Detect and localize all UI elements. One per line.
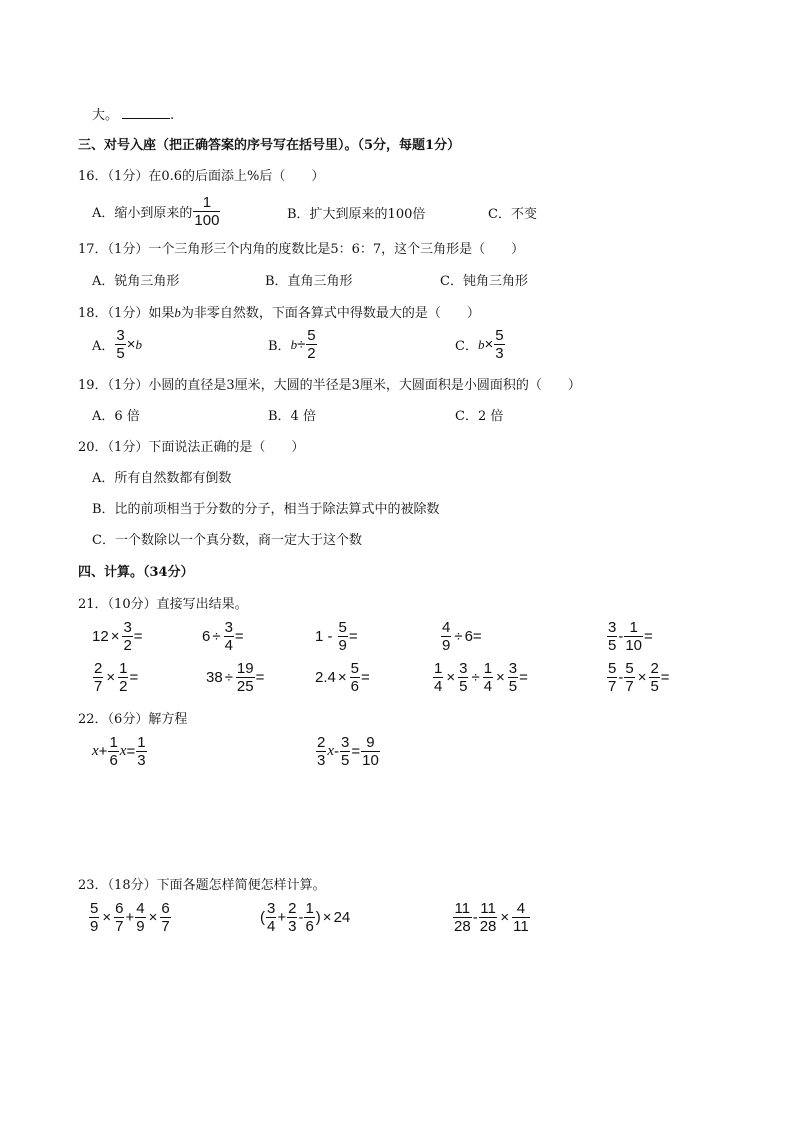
fraction: $\frac{1}{100}$	[194, 194, 220, 229]
fraction: $\frac{5}{9}$	[90, 900, 99, 935]
q16-option-b[interactable]: B．扩大到原来的100倍	[287, 207, 426, 222]
fraction: $\frac{5}{7}$	[608, 660, 617, 695]
fraction: $\frac{9}{10}$	[362, 734, 379, 769]
q21-expr-6: $\frac{2}{7}$ × $\frac{1}{2}$ =	[94, 660, 139, 695]
answer-blank[interactable]	[122, 107, 170, 119]
fraction: $\frac{1}{4}$	[483, 660, 493, 695]
section-4-title: 四、计算。（34分）	[78, 565, 194, 580]
q21-expr-4: $\frac{4}{9}$ ÷ 6 =	[442, 619, 482, 654]
fraction: $\frac{5}{6}$	[350, 660, 359, 695]
fraction: $\frac{5}{2}$	[307, 327, 316, 362]
fraction: $\frac{3}{5}$	[116, 327, 125, 362]
q21-expr-7: 38 ÷ $\frac{19}{25}$ =	[206, 660, 265, 695]
q16-stem: 16．（1分）在0.6的后面添上%后（ ）	[78, 169, 325, 184]
q20-option-c[interactable]: C．一个数除以一个真分数，商一定大于这个数	[92, 533, 362, 548]
fraction: $\frac{11}{28}$	[479, 900, 497, 935]
fraction: $\frac{3}{4}$	[224, 619, 233, 654]
section-3-title: 三、对号入座（把正确答案的序号写在括号里）。（5分，每题1分）	[78, 138, 461, 153]
q19-option-c[interactable]: C．2 倍	[455, 409, 504, 424]
q23-stem: 23．（18分）下面各题怎样简便怎样计算。	[78, 878, 326, 893]
q16-option-c[interactable]: C．不变	[488, 207, 537, 222]
q23-problem-3: $\frac{11}{28}$ - $\frac{11}{28}$ × $\frac{4}{11}$	[454, 900, 529, 935]
fraction: $\frac{2}{3}$	[317, 734, 326, 769]
q20-option-a[interactable]: A．所有自然数都有倒数	[92, 471, 232, 486]
q17-option-b[interactable]: B．直角三角形	[265, 274, 353, 289]
q21-expr-5: $\frac{3}{5}$ - $\frac{1}{10}$ =	[608, 619, 653, 654]
fraction: $\frac{4}{9}$	[442, 619, 451, 654]
fraction: $\frac{3}{5}$	[459, 660, 468, 695]
q21-expr-1: 12 × $\frac{3}{2}$ =	[92, 619, 143, 654]
q21-expr-10: $\frac{5}{7}$ - $\frac{5}{7}$ × $\frac{2}{5}$ =	[608, 660, 670, 695]
q22-stem: 22．（6分）解方程	[78, 712, 188, 727]
fraction: $\frac{2}{3}$	[288, 900, 297, 935]
q20-stem: 20．（1分）下面说法正确的是（ ）	[78, 440, 305, 455]
carryover-text: 大。	[92, 108, 119, 123]
q23-problem-1: $\frac{5}{9}$ × $\frac{6}{7}$ + $\frac{4}{9}$ × $\frac{6}{7}$	[90, 900, 170, 935]
fraction: $\frac{4}{11}$	[513, 900, 529, 935]
q21-expr-3: 1 - $\frac{5}{9}$ =	[315, 619, 358, 654]
q21-expr-9: $\frac{1}{4}$ × $\frac{3}{5}$ ÷ $\frac{1}{4}$ × $\frac{3}{5}$ =	[434, 660, 528, 695]
q18-option-c[interactable]: C． b × $\frac{5}{3}$	[455, 327, 504, 362]
q21-expr-8: 2.4 × $\frac{5}{6}$ =	[315, 660, 370, 695]
fraction: $\frac{1}{6}$	[109, 734, 118, 769]
q19-stem: 19．（1分）小圆的直径是3厘米，大圆的半径是3厘米，大圆面积是小圆面积的（ ）	[78, 378, 581, 393]
q19-option-b[interactable]: B．4 倍	[268, 409, 316, 424]
q17-option-a[interactable]: A．锐角三角形	[92, 274, 180, 289]
fraction: $\frac{2}{5}$	[650, 660, 659, 695]
fraction: $\frac{1}{4}$	[434, 660, 443, 695]
fraction: $\frac{1}{2}$	[119, 660, 128, 695]
fraction: $\frac{6}{7}$	[161, 900, 170, 935]
fraction: $\frac{5}{9}$	[338, 619, 347, 654]
q19-option-a[interactable]: A．6 倍	[92, 409, 140, 424]
fraction: $\frac{2}{7}$	[94, 660, 103, 695]
fraction: $\frac{1}{6}$	[305, 900, 314, 935]
q17-stem: 17．（1分）一个三角形三个内角的度数比是5：6：7，这个三角形是（ ）	[78, 242, 525, 257]
carryover-line	[92, 104, 174, 123]
fraction: $\frac{1}{10}$	[625, 619, 643, 654]
q21-stem: 21．（10分）直接写出结果。	[78, 597, 248, 612]
fraction: $\frac{1}{3}$	[137, 734, 146, 769]
fraction: $\frac{3}{5}$	[608, 619, 617, 654]
carryover-end: .	[170, 108, 175, 123]
q16-option-a-label: A．缩小到原来的	[92, 206, 193, 221]
q17-option-c[interactable]: C．钝角三角形	[440, 274, 528, 289]
fraction: $\frac{3}{4}$	[267, 900, 276, 935]
fraction: $\frac{5}{7}$	[625, 660, 634, 695]
q22-equation-1: x + $\frac{1}{6}$ x = $\frac{1}{3}$	[92, 734, 146, 769]
variable-b: b	[174, 305, 181, 320]
q18-option-b[interactable]: B． b ÷ $\frac{5}{2}$	[268, 327, 316, 362]
q18-option-a[interactable]: A． $\frac{3}{5}$ × b	[92, 327, 142, 362]
q21-expr-2: 6 ÷ $\frac{3}{4}$ =	[202, 619, 244, 654]
fraction: $\frac{3}{5}$	[341, 734, 350, 769]
fraction: $\frac{3}{5}$	[508, 660, 518, 695]
q22-equation-2: $\frac{2}{3}$ x - $\frac{3}{5}$ = $\frac{9}{10}$	[317, 734, 379, 769]
q16-option-a[interactable]	[92, 194, 221, 229]
fraction: $\frac{5}{3}$	[495, 327, 504, 362]
fraction: $\frac{11}{28}$	[454, 900, 471, 935]
fraction: $\frac{19}{25}$	[236, 660, 254, 695]
fraction: $\frac{4}{9}$	[136, 900, 145, 935]
q20-option-b[interactable]: B．比的前项相当于分数的分子，相当于除法算式中的被除数	[92, 502, 440, 517]
q23-problem-2: ( $\frac{3}{4}$ + $\frac{2}{3}$ - $\frac{1}{6}$ ) × 24	[260, 900, 351, 935]
fraction: $\frac{3}{2}$	[123, 619, 132, 654]
q18-stem: 18．（1分）如果b为非零自然数，下面各算式中得数最大的是（ ）	[78, 305, 480, 321]
fraction: $\frac{6}{7}$	[115, 900, 124, 935]
